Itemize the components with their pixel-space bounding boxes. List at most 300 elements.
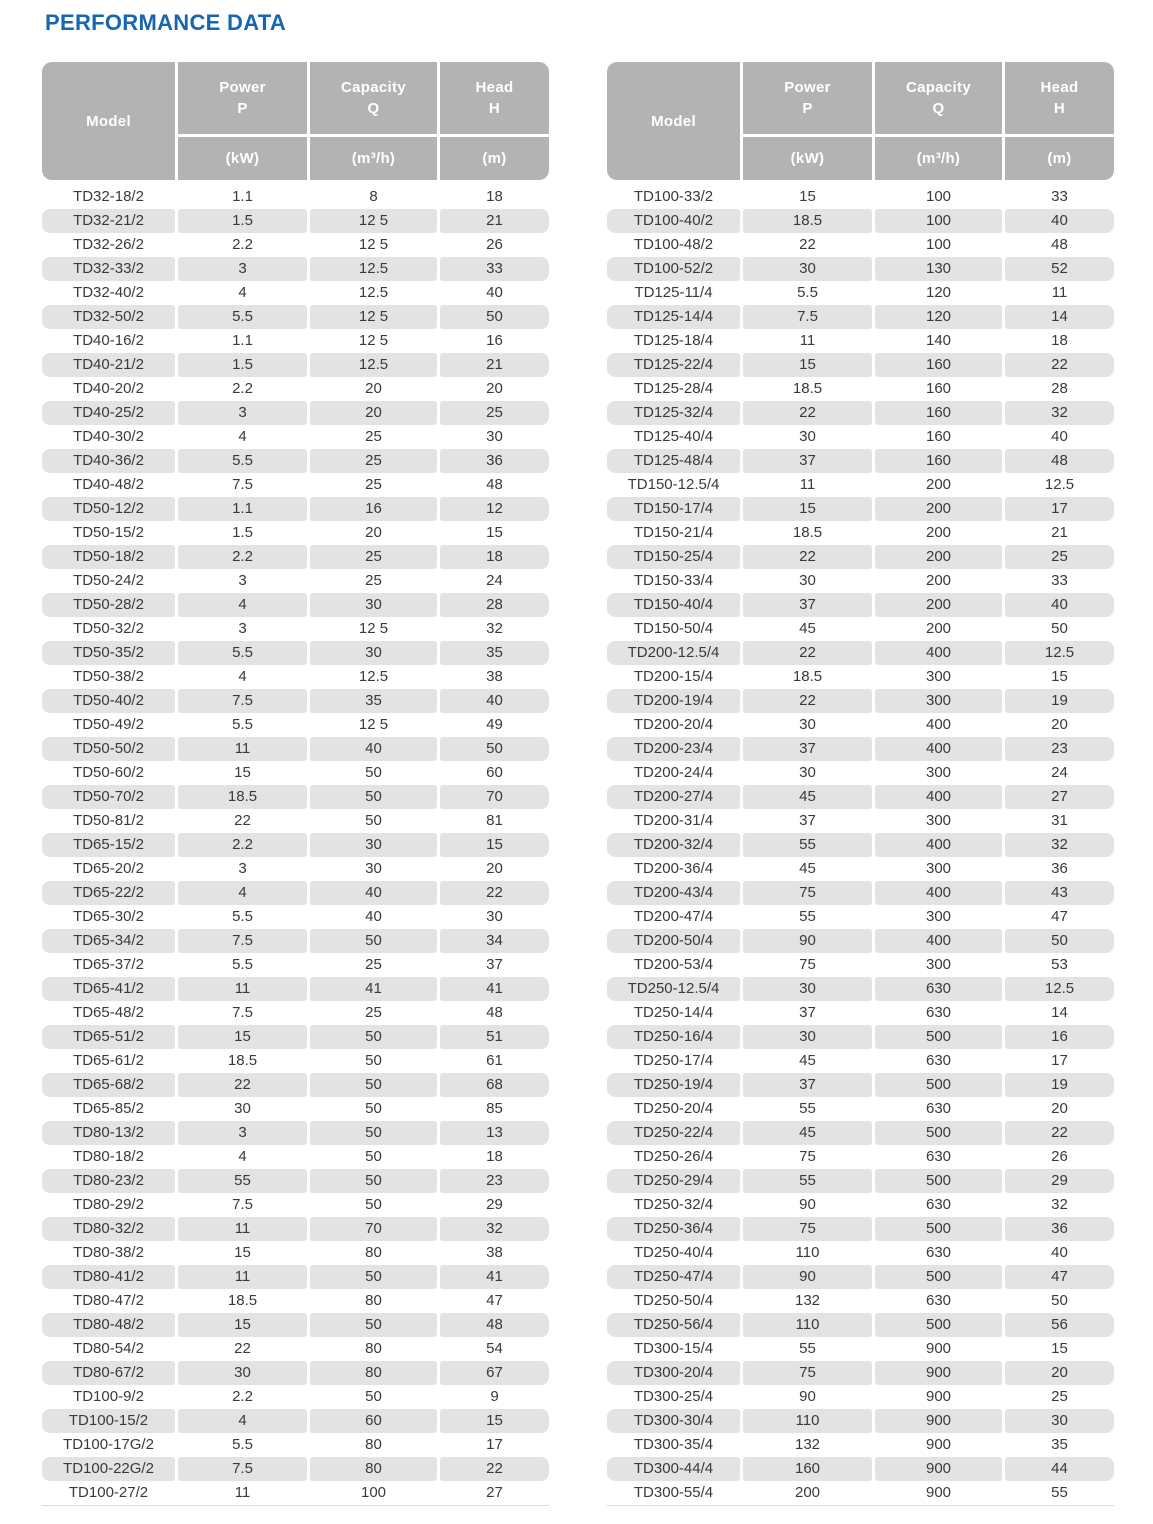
power-header-symbol: P (237, 100, 248, 117)
power-cell: 1.1 (178, 497, 307, 521)
capacity-cell: 50 (365, 1052, 382, 1069)
table-row (607, 209, 1114, 233)
capacity-cell: 400 (875, 737, 1002, 761)
power-cell: 55 (799, 1100, 816, 1117)
power-cell: 4 (178, 1409, 307, 1433)
table-row (42, 761, 549, 785)
table-row (607, 1385, 1114, 1409)
capacity-cell: 30 (310, 833, 437, 857)
capacity-cell: 12.5 (310, 353, 437, 377)
table-row (607, 1361, 1114, 1385)
head-cell: 41 (440, 977, 549, 1001)
model-cell: TD65-85/2 (73, 1100, 144, 1117)
power-cell: 22 (743, 545, 872, 569)
power-cell: 11 (178, 977, 307, 1001)
table-row (607, 1481, 1114, 1505)
power-cell: 11 (178, 1217, 307, 1241)
power-cell: 11 (799, 476, 816, 493)
power-cell: 75 (799, 1148, 816, 1165)
table-row (607, 905, 1114, 929)
model-cell: TD125-40/4 (633, 428, 714, 445)
table-row (607, 833, 1114, 857)
power-cell: 2.2 (232, 1388, 253, 1405)
power-cell: 22 (799, 236, 816, 253)
power-header (178, 62, 307, 134)
table-row (607, 473, 1114, 497)
head-cell: 61 (486, 1052, 503, 1069)
table-row (42, 857, 549, 881)
table-row (607, 329, 1114, 353)
head-cell: 9 (490, 1388, 499, 1405)
table-row (607, 761, 1114, 785)
power-cell: 4 (238, 284, 247, 301)
capacity-cell: 900 (875, 1361, 1002, 1385)
table-row (607, 425, 1114, 449)
model-cell: TD200-27/4 (607, 785, 740, 809)
head-cell: 30 (486, 908, 503, 925)
head-cell: 50 (440, 305, 549, 329)
head-cell: 53 (1051, 956, 1068, 973)
power-header-label: Power (784, 79, 831, 96)
capacity-cell: 40 (310, 737, 437, 761)
head-cell: 48 (486, 476, 503, 493)
capacity-cell: 200 (925, 524, 952, 541)
capacity-cell: 80 (365, 1244, 382, 1261)
head-cell: 28 (440, 593, 549, 617)
table-row (607, 1313, 1114, 1337)
head-cell: 30 (486, 428, 503, 445)
power-cell: 7.5 (178, 689, 307, 713)
capacity-cell: 50 (310, 929, 437, 953)
power-cell: 15 (178, 1025, 307, 1049)
model-cell: TD65-37/2 (73, 956, 144, 973)
capacity-cell: 500 (875, 1073, 1002, 1097)
capacity-cell: 160 (925, 428, 952, 445)
power-cell: 37 (799, 1004, 816, 1021)
power-cell: 55 (799, 908, 816, 925)
head-cell: 29 (486, 1196, 503, 1213)
power-cell: 4 (178, 593, 307, 617)
head-cell: 28 (1051, 380, 1068, 397)
model-cell: TD80-18/2 (73, 1148, 144, 1165)
model-cell: TD250-32/4 (633, 1196, 714, 1213)
head-cell: 68 (440, 1073, 549, 1097)
model-cell: TD200-12.5/4 (607, 641, 740, 665)
capacity-cell: 50 (365, 1196, 382, 1213)
head-cell: 33 (1051, 188, 1068, 205)
power-cell: 110 (743, 1409, 872, 1433)
capacity-cell: 80 (365, 1292, 382, 1309)
model-cell: TD50-35/2 (42, 641, 175, 665)
head-cell: 12.5 (1044, 476, 1075, 493)
capacity-cell: 8 (369, 188, 378, 205)
head-cell: 81 (486, 812, 503, 829)
table-row (607, 1025, 1114, 1049)
capacity-cell: 500 (875, 1169, 1002, 1193)
power-cell: 15 (743, 497, 872, 521)
model-cell: TD300-15/4 (633, 1340, 714, 1357)
model-cell: TD50-32/2 (73, 620, 144, 637)
head-header (440, 62, 549, 134)
power-cell: 160 (743, 1457, 872, 1481)
table-row (42, 377, 549, 401)
model-cell: TD250-12.5/4 (607, 977, 740, 1001)
power-cell: 4 (238, 668, 247, 685)
head-header-label: Head (475, 79, 514, 96)
model-cell: TD50-60/2 (73, 764, 144, 781)
table-row (42, 233, 549, 257)
table-row (42, 185, 549, 209)
head-cell: 67 (440, 1361, 549, 1385)
power-cell: 37 (743, 449, 872, 473)
capacity-cell: 25 (365, 1004, 382, 1021)
head-cell: 13 (440, 1121, 549, 1145)
model-cell: TD200-53/4 (633, 956, 714, 973)
power-cell: 55 (743, 1169, 872, 1193)
capacity-cell: 80 (310, 1361, 437, 1385)
power-cell: 110 (795, 1244, 820, 1261)
head-cell: 50 (1051, 1292, 1068, 1309)
model-cell: TD65-30/2 (73, 908, 144, 925)
head-cell: 15 (440, 833, 549, 857)
power-cell: 4 (238, 1148, 247, 1165)
table-row (42, 569, 549, 593)
table-row (42, 1313, 549, 1337)
capacity-cell: 400 (875, 641, 1002, 665)
head-cell: 32 (1005, 401, 1114, 425)
capacity-cell: 70 (310, 1217, 437, 1241)
power-cell: 15 (799, 188, 816, 205)
head-cell: 52 (1005, 257, 1114, 281)
head-cell: 18 (486, 1148, 503, 1165)
head-cell: 17 (1005, 497, 1114, 521)
capacity-cell: 12 5 (310, 305, 437, 329)
power-cell: 1.5 (232, 524, 253, 541)
model-cell: TD150-17/4 (607, 497, 740, 521)
table-row (42, 449, 549, 473)
table-row (607, 1001, 1114, 1025)
model-cell: TD32-40/2 (73, 284, 144, 301)
table-row (607, 809, 1114, 833)
model-cell: TD100-40/2 (607, 209, 740, 233)
head-cell: 40 (440, 689, 549, 713)
power-cell: 30 (743, 1025, 872, 1049)
model-cell: TD50-15/2 (73, 524, 144, 541)
head-cell: 20 (486, 380, 503, 397)
capacity-cell: 35 (310, 689, 437, 713)
model-cell: TD250-16/4 (607, 1025, 740, 1049)
capacity-cell: 300 (925, 956, 952, 973)
capacity-cell: 900 (925, 1388, 952, 1405)
model-cell: TD50-24/2 (73, 572, 144, 589)
table-row (42, 953, 549, 977)
head-cell: 20 (486, 860, 503, 877)
head-cell: 12 (440, 497, 549, 521)
head-cell: 36 (1051, 860, 1068, 877)
table-row (607, 617, 1114, 641)
power-cell: 3 (238, 860, 247, 877)
power-cell: 18.5 (792, 668, 823, 685)
head-cell: 38 (486, 1244, 503, 1261)
table-row (42, 1001, 549, 1025)
table-row (42, 1265, 549, 1289)
head-cell: 30 (1005, 1409, 1114, 1433)
performance-table-right (607, 62, 1114, 1506)
capacity-cell: 200 (925, 620, 952, 637)
head-cell: 41 (440, 1265, 549, 1289)
capacity-cell: 500 (875, 1313, 1002, 1337)
capacity-cell: 20 (365, 380, 382, 397)
head-cell: 12.5 (1005, 641, 1114, 665)
table-row (607, 1193, 1114, 1217)
table-row (607, 1145, 1114, 1169)
capacity-cell: 160 (875, 449, 1002, 473)
capacity-cell: 50 (310, 1265, 437, 1289)
head-cell: 32 (1051, 1196, 1068, 1213)
model-cell: TD150-12.5/4 (627, 476, 720, 493)
capacity-header (875, 62, 1002, 134)
head-cell: 18 (1051, 332, 1068, 349)
power-header-symbol: P (802, 100, 813, 117)
capacity-cell: 41 (310, 977, 437, 1001)
head-cell: 40 (1005, 593, 1114, 617)
table-row (607, 953, 1114, 977)
power-cell: 132 (794, 1436, 821, 1453)
capacity-cell: 300 (925, 860, 952, 877)
capacity-cell: 40 (365, 908, 382, 925)
model-cell: TD200-23/4 (607, 737, 740, 761)
table-row (607, 353, 1114, 377)
head-cell: 47 (486, 1292, 503, 1309)
power-unit-header: (kW) (743, 137, 872, 180)
capacity-cell: 12 5 (358, 620, 389, 637)
power-cell: 45 (799, 1052, 816, 1069)
capacity-cell: 50 (365, 764, 382, 781)
table-body (42, 185, 549, 1506)
table-row (607, 689, 1114, 713)
head-cell: 12.5 (1005, 977, 1114, 1001)
power-cell: 37 (743, 593, 872, 617)
capacity-cell: 120 (925, 284, 952, 301)
head-cell: 20 (1051, 1100, 1068, 1117)
capacity-cell: 630 (875, 977, 1002, 1001)
table-row (42, 257, 549, 281)
table-row (607, 401, 1114, 425)
head-cell: 70 (440, 785, 549, 809)
power-cell: 3 (178, 1121, 307, 1145)
capacity-unit-header: (m³/h) (875, 137, 1002, 180)
power-cell: 18.5 (178, 785, 307, 809)
model-cell: TD65-20/2 (73, 860, 144, 877)
head-cell: 40 (486, 284, 503, 301)
head-cell: 18 (486, 188, 503, 205)
head-cell: 20 (1005, 1361, 1114, 1385)
table-row (42, 1193, 549, 1217)
power-cell: 1.5 (178, 353, 307, 377)
capacity-cell: 40 (310, 881, 437, 905)
model-cell: TD200-19/4 (607, 689, 740, 713)
table-row (607, 1409, 1114, 1433)
table-row (42, 473, 549, 497)
power-cell: 1.5 (178, 209, 307, 233)
head-cell: 37 (486, 956, 503, 973)
model-cell: TD50-12/2 (42, 497, 175, 521)
power-cell: 90 (743, 1265, 872, 1289)
capacity-cell: 900 (925, 1484, 952, 1501)
capacity-cell: 130 (875, 257, 1002, 281)
power-cell: 90 (799, 1388, 816, 1405)
head-cell: 22 (1005, 1121, 1114, 1145)
head-cell: 40 (1005, 209, 1114, 233)
table-row (42, 833, 549, 857)
capacity-cell: 100 (925, 236, 952, 253)
model-cell: TD250-40/4 (633, 1244, 714, 1261)
capacity-cell: 12.5 (358, 284, 389, 301)
table-body (607, 185, 1114, 1506)
model-cell: TD200-31/4 (633, 812, 714, 829)
head-cell: 51 (440, 1025, 549, 1049)
table-row (607, 1097, 1114, 1121)
model-cell: TD100-27/2 (68, 1484, 149, 1501)
capacity-cell: 630 (925, 1196, 952, 1213)
table-row (42, 1289, 549, 1313)
model-cell: TD200-32/4 (607, 833, 740, 857)
model-cell: TD250-17/4 (633, 1052, 714, 1069)
capacity-header-label: Capacity (906, 79, 971, 96)
table-row (607, 1169, 1114, 1193)
table-row (42, 329, 549, 353)
table-row (42, 1121, 549, 1145)
head-cell: 23 (440, 1169, 549, 1193)
capacity-cell: 25 (310, 449, 437, 473)
table-row (42, 737, 549, 761)
model-cell: TD50-40/2 (42, 689, 175, 713)
head-cell: 49 (486, 716, 503, 733)
power-cell: 22 (178, 1073, 307, 1097)
table-row (42, 617, 549, 641)
model-cell: TD100-22G/2 (42, 1457, 175, 1481)
model-cell: TD50-81/2 (73, 812, 144, 829)
head-cell: 20 (1051, 716, 1068, 733)
power-cell: 11 (234, 1484, 251, 1501)
head-cell: 15 (486, 524, 503, 541)
model-cell: TD125-32/4 (607, 401, 740, 425)
table-row (42, 497, 549, 521)
table-row (42, 1049, 549, 1073)
table-row (42, 1241, 549, 1265)
table-row (42, 1409, 549, 1433)
head-cell: 50 (1051, 620, 1068, 637)
head-cell: 18 (440, 545, 549, 569)
head-cell: 22 (440, 881, 549, 905)
power-cell: 1.1 (232, 188, 253, 205)
head-header-label: Head (1040, 79, 1079, 96)
model-cell: TD100-15/2 (42, 1409, 175, 1433)
head-cell: 47 (1005, 1265, 1114, 1289)
power-cell: 2.2 (232, 236, 253, 253)
capacity-cell: 300 (925, 764, 952, 781)
capacity-cell: 120 (875, 305, 1002, 329)
power-cell: 7.5 (178, 929, 307, 953)
capacity-cell: 50 (310, 1121, 437, 1145)
model-cell: TD150-33/4 (633, 572, 714, 589)
model-cell: TD50-49/2 (73, 716, 144, 733)
power-cell: 7.5 (232, 1004, 253, 1021)
table-row (607, 929, 1114, 953)
model-cell: TD50-18/2 (42, 545, 175, 569)
capacity-header-symbol: Q (367, 100, 380, 117)
head-cell: 31 (1051, 812, 1068, 829)
table-row (607, 1265, 1114, 1289)
power-cell: 75 (743, 1361, 872, 1385)
capacity-cell: 25 (365, 476, 382, 493)
head-cell: 32 (440, 1217, 549, 1241)
capacity-cell: 400 (875, 881, 1002, 905)
head-cell: 33 (1051, 572, 1068, 589)
page-title: PERFORMANCE DATA (45, 10, 287, 35)
head-cell: 25 (1005, 545, 1114, 569)
capacity-cell: 160 (875, 401, 1002, 425)
head-cell: 50 (440, 737, 549, 761)
table-row (42, 1097, 549, 1121)
power-cell: 15 (234, 764, 251, 781)
head-header (1005, 62, 1114, 134)
model-cell: TD80-41/2 (42, 1265, 175, 1289)
capacity-cell: 900 (875, 1409, 1002, 1433)
table-row (607, 1433, 1114, 1457)
model-cell: TD125-14/4 (607, 305, 740, 329)
table-row (42, 785, 549, 809)
capacity-cell: 300 (925, 908, 952, 925)
table-row (42, 353, 549, 377)
power-cell: 22 (234, 1340, 251, 1357)
power-cell: 7.5 (232, 476, 253, 493)
model-cell: TD125-28/4 (633, 380, 714, 397)
capacity-cell: 630 (925, 1292, 952, 1309)
capacity-cell: 100 (360, 1484, 387, 1501)
capacity-cell: 50 (310, 1025, 437, 1049)
table-row (607, 281, 1114, 305)
head-cell: 48 (440, 1313, 549, 1337)
model-cell: TD250-50/4 (633, 1292, 714, 1309)
table-row (42, 665, 549, 689)
capacity-cell: 50 (310, 1073, 437, 1097)
model-cell: TD200-15/4 (633, 668, 714, 685)
model-cell: TD40-20/2 (73, 380, 144, 397)
head-cell: 34 (440, 929, 549, 953)
model-cell: TD250-22/4 (607, 1121, 740, 1145)
model-cell: TD300-20/4 (607, 1361, 740, 1385)
capacity-cell: 50 (310, 785, 437, 809)
head-cell: 19 (1005, 1073, 1114, 1097)
head-cell: 19 (1005, 689, 1114, 713)
capacity-header-label: Capacity (341, 79, 406, 96)
head-cell: 56 (1005, 1313, 1114, 1337)
capacity-cell: 60 (310, 1409, 437, 1433)
model-cell: TD125-11/4 (634, 284, 713, 301)
model-cell: TD150-40/4 (607, 593, 740, 617)
power-cell: 90 (799, 1196, 816, 1213)
capacity-cell: 630 (925, 1244, 952, 1261)
head-cell: 26 (1051, 1148, 1068, 1165)
head-cell: 16 (1005, 1025, 1114, 1049)
model-cell: TD40-21/2 (42, 353, 175, 377)
power-cell: 200 (794, 1484, 821, 1501)
head-cell: 24 (486, 572, 503, 589)
head-cell: 16 (486, 332, 503, 349)
head-cell: 36 (1005, 1217, 1114, 1241)
table-row (42, 1025, 549, 1049)
